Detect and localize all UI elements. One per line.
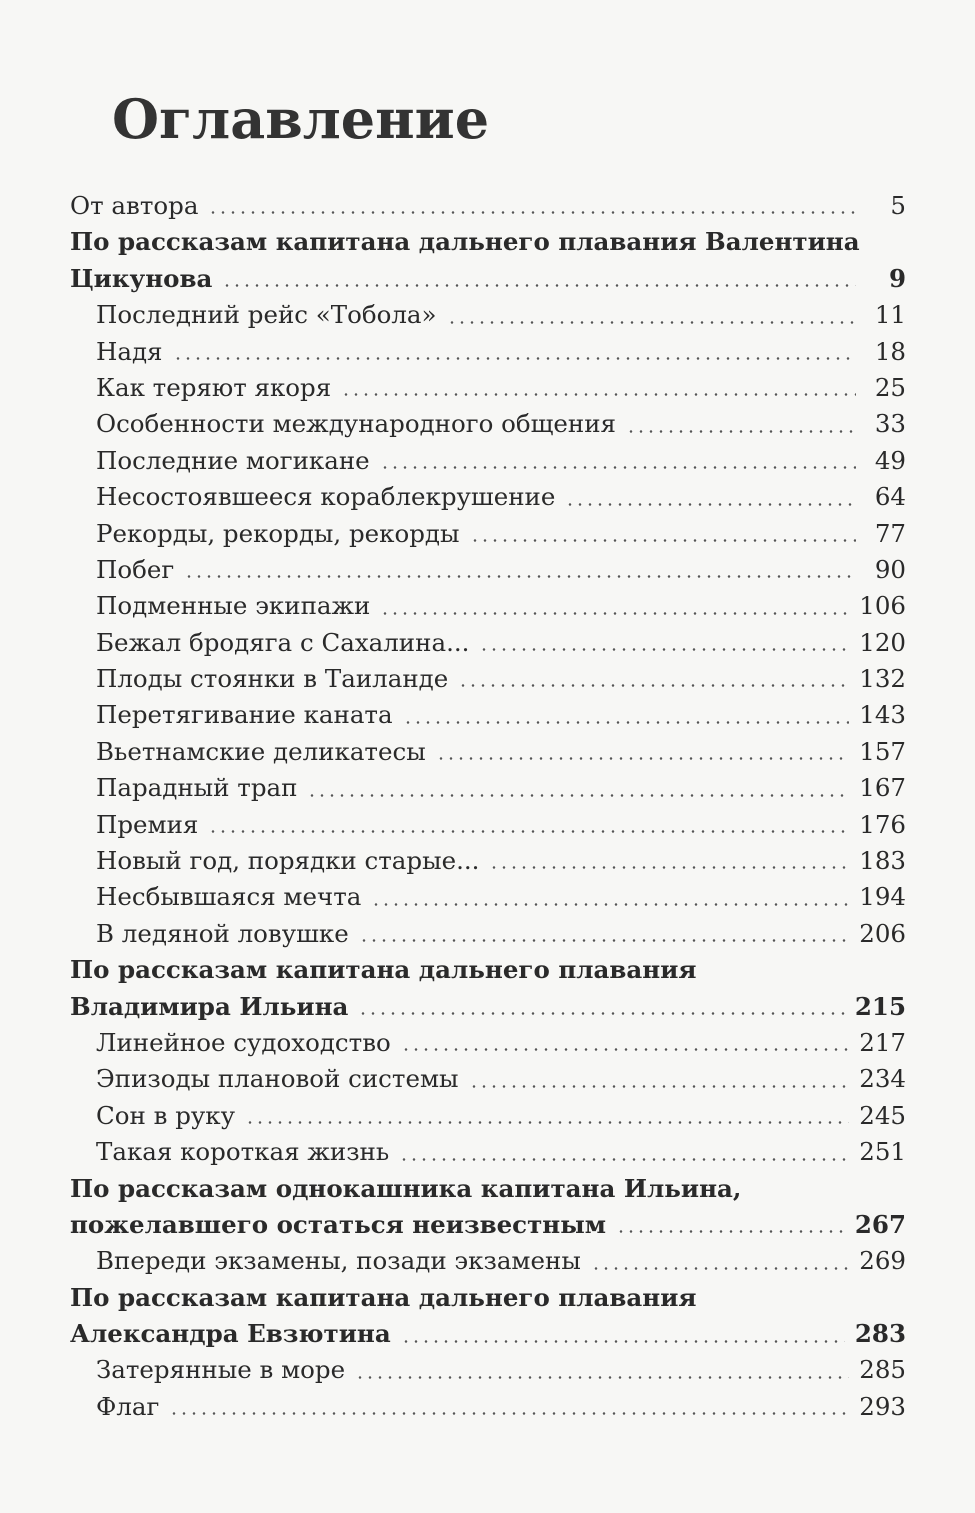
toc-entry-title: Впереди экзамены, позади экзамены — [96, 1246, 581, 1276]
dot-leader — [401, 1048, 849, 1051]
toc-entry — [70, 552, 906, 588]
toc-entry — [70, 1134, 906, 1170]
dot-leader — [208, 211, 856, 214]
toc-entry — [70, 1389, 906, 1425]
toc-entry — [70, 406, 906, 442]
dot-leader — [358, 1012, 844, 1015]
toc-entry — [70, 625, 906, 661]
toc-page-number: 18 — [874, 336, 906, 366]
toc-page-number: 143 — [859, 700, 906, 730]
toc-entry-title: Владимира Ильина — [70, 991, 349, 1021]
toc-entry-title: Новый год, порядки старые... — [96, 846, 480, 876]
toc-entry-title: Особенности международного общения — [96, 409, 617, 439]
toc-entry — [70, 588, 906, 624]
toc-section-heading: По рассказам однокашника капитана Ильина, — [70, 1173, 742, 1203]
toc-entry — [70, 843, 906, 879]
toc-entry — [70, 479, 906, 515]
dot-leader — [173, 357, 856, 360]
toc-page-number: 9 — [888, 263, 906, 293]
toc-page-number: 64 — [874, 482, 906, 512]
dot-leader — [401, 1340, 845, 1343]
toc-entry-title: Такая короткая жизнь — [96, 1137, 390, 1167]
toc-entry-title: Линейное судоходство — [96, 1027, 391, 1057]
table-of-contents — [70, 188, 906, 1425]
dot-leader — [359, 939, 850, 942]
toc-page-number: 234 — [859, 1064, 906, 1094]
toc-entry-title: Бежал бродяга с Сахалина... — [96, 627, 470, 657]
toc-entry — [70, 1243, 906, 1279]
toc-entry — [70, 734, 906, 770]
toc-section-heading: По рассказам капитана дальнего плавания Валентина — [70, 227, 860, 257]
dot-leader — [458, 684, 849, 687]
dot-leader — [626, 430, 856, 433]
toc-page-number: 77 — [874, 518, 906, 548]
toc-entry-title: Несостоявшееся кораблекрушение — [96, 482, 556, 512]
toc-entry — [70, 297, 906, 333]
toc-entry-title: Последние могикане — [96, 445, 370, 475]
toc-entry-title: Плоды стоянки в Таиланде — [96, 664, 449, 694]
toc-page-number: 5 — [890, 190, 906, 220]
toc-page-number: 285 — [859, 1355, 906, 1385]
dot-leader — [355, 1376, 849, 1379]
toc-page-number: 267 — [854, 1209, 906, 1239]
dot-leader — [399, 1158, 849, 1161]
toc-entry-title: Цикунова — [70, 263, 213, 293]
toc-entry-title: Как теряют якоря — [96, 372, 332, 402]
toc-entry — [70, 1353, 906, 1389]
toc-page-number: 33 — [874, 409, 906, 439]
toc-entry-title: Премия — [96, 809, 199, 839]
toc-entry-title: Подменные экипажи — [96, 591, 371, 621]
toc-section-entry — [70, 1207, 906, 1243]
dot-leader — [447, 321, 856, 324]
toc-entry-title: Вьетнамские деликатесы — [96, 736, 426, 766]
toc-entry — [70, 370, 906, 406]
toc-entry-title: Последний рейс «Тобола» — [96, 300, 437, 330]
dot-leader — [591, 1267, 849, 1270]
toc-page-number: 206 — [859, 918, 906, 948]
toc-entry-title: Александра Евзютина — [70, 1319, 391, 1349]
dot-leader — [307, 794, 849, 797]
toc-entry-title: Рекорды, рекорды, рекорды — [96, 518, 460, 548]
toc-entry-title: Флаг — [96, 1391, 160, 1421]
toc-section-entry — [70, 261, 906, 297]
toc-entry-title: Побег — [96, 554, 175, 584]
toc-entry — [70, 807, 906, 843]
toc-entry-title: Несбывшаяся мечта — [96, 882, 362, 912]
toc-page-number: 90 — [874, 554, 906, 584]
toc-page-number: 157 — [859, 736, 906, 766]
dot-leader — [222, 284, 856, 287]
toc-entry-title: Сон в руку — [96, 1100, 236, 1130]
dot-leader — [245, 1121, 849, 1124]
toc-page-number: 293 — [859, 1391, 906, 1421]
dot-leader — [380, 612, 849, 615]
dot-leader — [208, 830, 849, 833]
dot-leader — [616, 1230, 845, 1233]
dot-leader — [341, 393, 856, 396]
dot-leader — [479, 648, 849, 651]
toc-page-number: 215 — [854, 991, 906, 1021]
toc-page-number: 183 — [859, 846, 906, 876]
dot-leader — [565, 503, 856, 506]
toc-page-number: 251 — [859, 1137, 906, 1167]
toc-entry — [70, 334, 906, 370]
toc-entry-title: Надя — [96, 336, 163, 366]
toc-section-heading: По рассказам капитана дальнего плавания — [70, 955, 697, 985]
toc-page-number: 132 — [859, 664, 906, 694]
toc-entry — [70, 1025, 906, 1061]
toc-entry — [70, 661, 906, 697]
toc-section-entry — [70, 989, 906, 1025]
toc-entry — [70, 443, 906, 479]
toc-page-number: 49 — [874, 445, 906, 475]
toc-entry-title: Парадный трап — [96, 773, 298, 803]
dot-leader — [436, 757, 850, 760]
toc-page-number: 194 — [859, 882, 906, 912]
toc-page-number: 176 — [859, 809, 906, 839]
toc-page-number: 106 — [859, 591, 906, 621]
dot-leader — [469, 1085, 850, 1088]
toc-page-number: 120 — [859, 627, 906, 657]
dot-leader — [403, 721, 850, 724]
toc-entry — [70, 516, 906, 552]
toc-entry-title: От автора — [70, 190, 199, 220]
toc-page-number: 25 — [874, 372, 906, 402]
toc-page-number: 167 — [859, 773, 906, 803]
toc-page-number: 11 — [874, 300, 906, 330]
toc-entry-title: Эпизоды плановой системы — [96, 1064, 459, 1094]
toc-page-number: 269 — [859, 1246, 906, 1276]
dot-leader — [489, 866, 849, 869]
toc-entry — [70, 1061, 906, 1097]
toc-entry-title: Перетягивание каната — [96, 700, 393, 730]
toc-entry-title: В ледяной ловушке — [96, 918, 349, 948]
toc-page-number: 245 — [859, 1100, 906, 1130]
toc-page-number: 217 — [859, 1027, 906, 1057]
dot-leader — [184, 575, 856, 578]
toc-entry — [70, 697, 906, 733]
dot-leader — [470, 539, 857, 542]
toc-entry — [70, 1098, 906, 1134]
dot-leader — [380, 466, 856, 469]
toc-entry — [70, 879, 906, 915]
toc-section-entry — [70, 1316, 906, 1352]
toc-entry — [70, 770, 906, 806]
toc-entry-title: пожелавшего остаться неизвестным — [70, 1209, 607, 1239]
page-title: Оглавление — [112, 87, 490, 151]
toc-page-number: 283 — [854, 1319, 906, 1349]
dot-leader — [169, 1412, 849, 1415]
dot-leader — [371, 903, 849, 906]
toc-entry-title: Затерянные в море — [96, 1355, 346, 1385]
toc-section-heading: По рассказам капитана дальнего плавания — [70, 1282, 697, 1312]
toc-entry — [70, 916, 906, 952]
toc-section-entry — [70, 188, 906, 224]
